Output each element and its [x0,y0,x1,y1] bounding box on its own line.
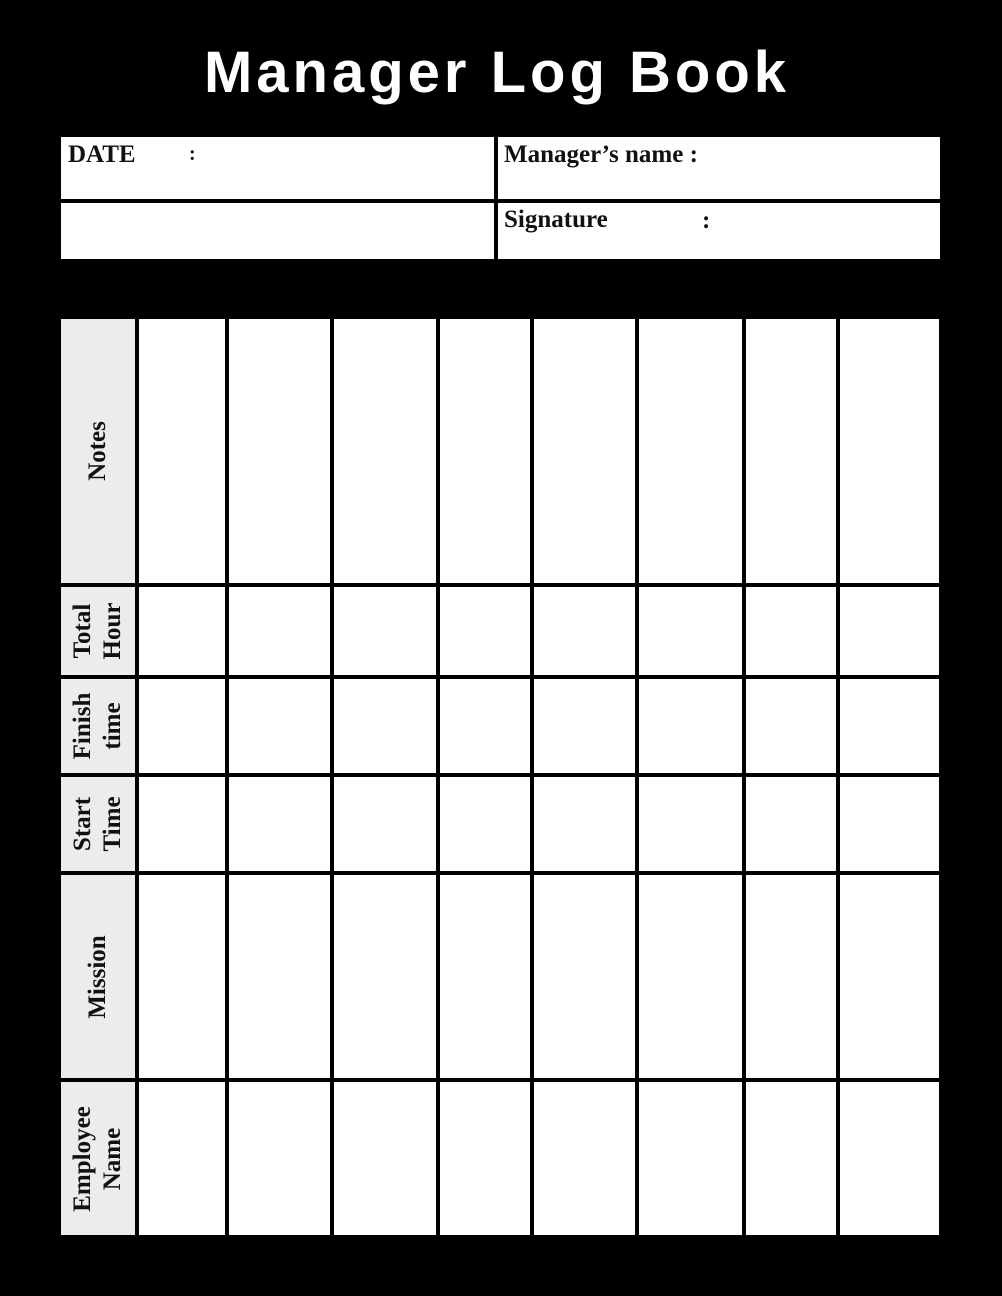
entry-cell-total-hour-5[interactable] [534,587,635,675]
entry-cell-employee-name-5[interactable] [534,1082,635,1235]
row-label-text [68,693,128,760]
entry-cell-start-time-7[interactable] [746,777,836,871]
row-label-text [68,796,128,851]
entry-cell-employee-name-8[interactable] [840,1082,939,1235]
entry-cell-finish-time-3[interactable] [334,679,436,773]
entry-cell-start-time-4[interactable] [440,777,530,871]
blank-field[interactable] [61,203,494,259]
entry-cell-mission-1[interactable] [139,875,225,1078]
row-label-line1: Mission [84,934,111,1019]
row-label-line2: Hour [99,602,126,660]
entry-cell-finish-time-4[interactable] [440,679,530,773]
entry-cell-notes-3[interactable] [334,319,436,583]
entry-cell-mission-2[interactable] [229,875,330,1078]
row-label-text [68,603,128,660]
signature-field[interactable] [498,203,940,259]
row-label-total-hour [61,587,135,675]
row-label-line1: Start [69,796,96,852]
entry-cell-mission-7[interactable] [746,875,836,1078]
entry-cell-notes-5[interactable] [534,319,635,583]
entry-cell-employee-name-1[interactable] [139,1082,225,1235]
entry-cell-notes-7[interactable] [746,319,836,583]
entry-cell-finish-time-2[interactable] [229,679,330,773]
row-label-finish-time [61,679,135,773]
row-label-text [68,1106,128,1212]
header-fields-box [58,134,943,262]
row-label-notes [61,319,135,583]
entry-cell-start-time-8[interactable] [840,777,939,871]
entry-cell-finish-time-6[interactable] [639,679,742,773]
row-label-line2: Name [99,1127,126,1190]
signature-label: Signature [504,206,608,233]
manager-name-label: Manager’s name : [504,141,698,168]
entry-cell-total-hour-2[interactable] [229,587,330,675]
entry-cell-total-hour-4[interactable] [440,587,530,675]
entry-cell-total-hour-1[interactable] [139,587,225,675]
entry-cell-employee-name-2[interactable] [229,1082,330,1235]
entry-cell-employee-name-6[interactable] [639,1082,742,1235]
entry-cell-notes-1[interactable] [139,319,225,583]
entry-cell-employee-name-3[interactable] [334,1082,436,1235]
entry-cell-notes-2[interactable] [229,319,330,583]
row-label-text [83,935,113,1018]
entry-cell-finish-time-7[interactable] [746,679,836,773]
entry-cell-employee-name-4[interactable] [440,1082,530,1235]
row-label-line1: Finish [69,692,96,760]
entry-cell-finish-time-8[interactable] [840,679,939,773]
entry-cell-finish-time-5[interactable] [534,679,635,773]
entry-cell-start-time-6[interactable] [639,777,742,871]
row-label-line1: Total [69,603,96,659]
entry-cell-mission-6[interactable] [639,875,742,1078]
row-label-line2: time [99,702,126,750]
entry-cell-mission-3[interactable] [334,875,436,1078]
entry-cell-total-hour-8[interactable] [840,587,939,675]
entry-cell-mission-4[interactable] [440,875,530,1078]
row-label-mission [61,875,135,1078]
row-label-text [83,421,113,481]
page-title: Manager Log Book [203,40,791,105]
entry-cell-start-time-5[interactable] [534,777,635,871]
entry-cell-notes-4[interactable] [440,319,530,583]
entry-cell-notes-6[interactable] [639,319,742,583]
entry-cell-mission-5[interactable] [534,875,635,1078]
row-label-line2: Time [99,796,126,852]
manager-name-field[interactable] [498,137,940,199]
entry-cell-total-hour-7[interactable] [746,587,836,675]
date-field[interactable] [61,137,494,199]
entry-cell-notes-8[interactable] [840,319,939,583]
row-label-line1: Notes [84,421,111,481]
log-table [58,316,943,1239]
entry-cell-mission-8[interactable] [840,875,939,1078]
row-label-start-time [61,777,135,871]
entry-cell-start-time-2[interactable] [229,777,330,871]
entry-cell-employee-name-7[interactable] [746,1082,836,1235]
row-label-line1: Employee [69,1105,96,1212]
signature-colon: : [702,207,711,234]
row-label-employee-name [61,1082,135,1235]
entry-cell-start-time-3[interactable] [334,777,436,871]
date-colon: : [189,143,196,165]
entry-cell-finish-time-1[interactable] [139,679,225,773]
entry-cell-total-hour-6[interactable] [639,587,742,675]
entry-cell-start-time-1[interactable] [139,777,225,871]
entry-cell-total-hour-3[interactable] [334,587,436,675]
date-label: DATE [68,141,136,168]
